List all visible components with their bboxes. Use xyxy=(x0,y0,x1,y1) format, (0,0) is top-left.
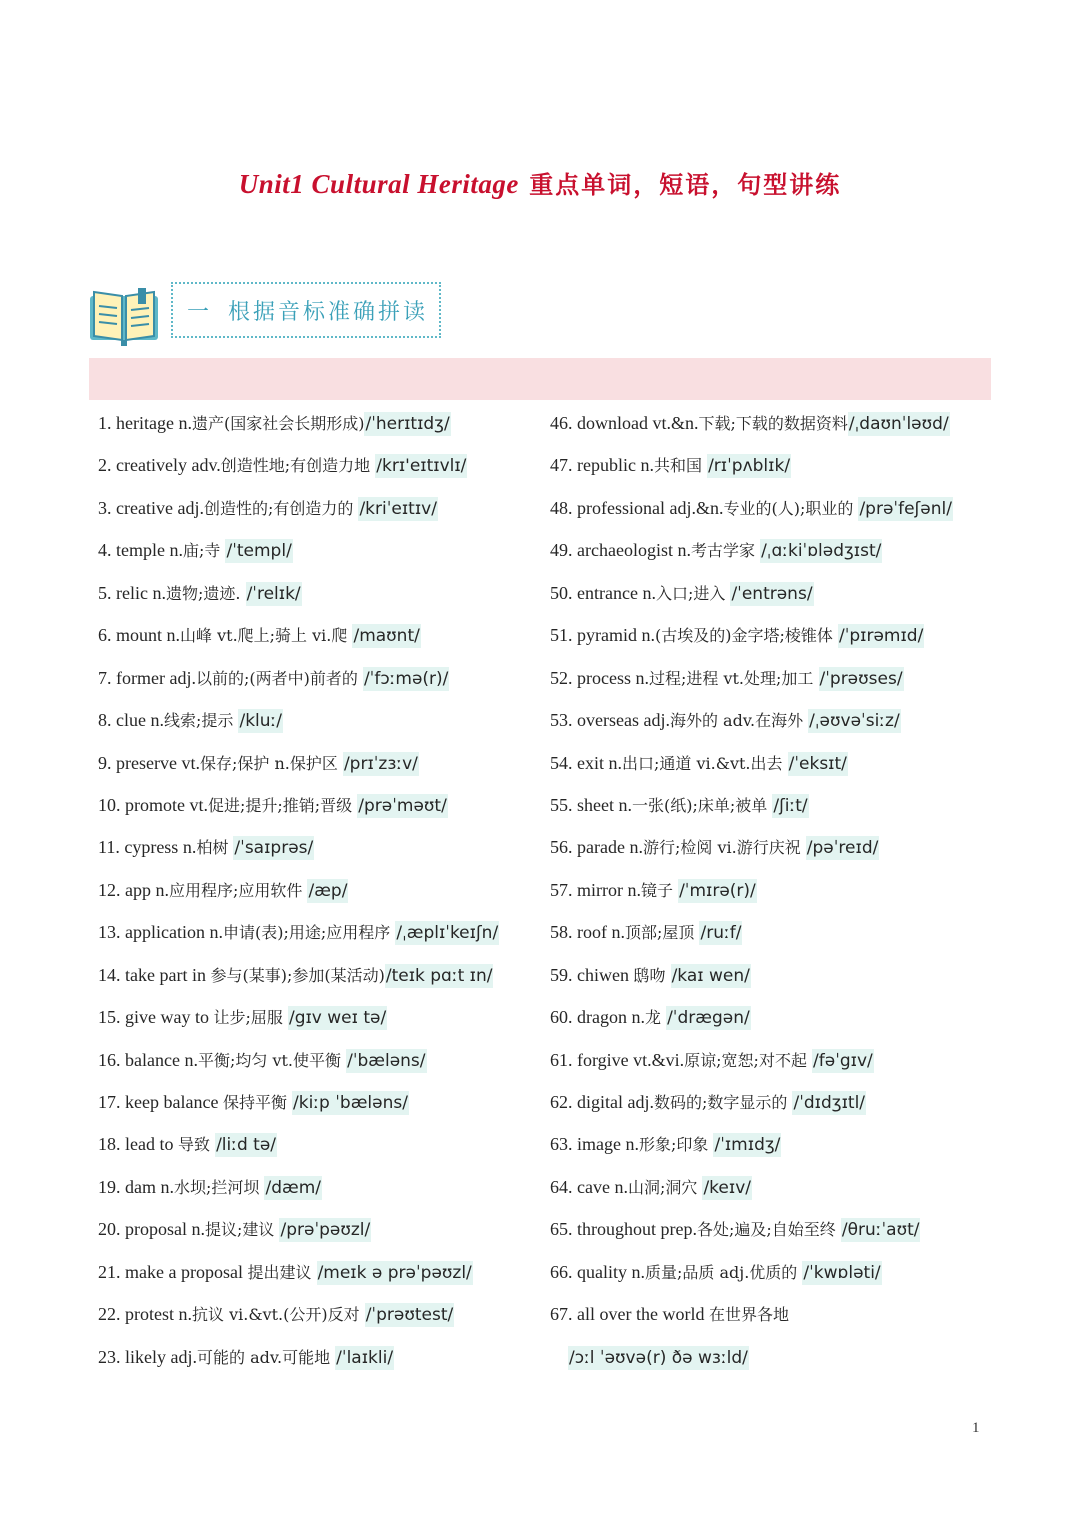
vocab-item xyxy=(98,996,538,1038)
vocab-item xyxy=(550,869,990,911)
vocab-phonetic: /ˈentrəns/ xyxy=(731,583,813,604)
vocab-word: 49. archaeologist n. xyxy=(550,540,691,561)
vocab-item xyxy=(550,572,990,614)
vocab-word: 16. balance n. xyxy=(98,1049,198,1070)
vocab-meaning: 过程;进程 vt.处理;加工 xyxy=(648,668,819,688)
vocab-word: 18. lead to xyxy=(98,1134,178,1155)
vocab-word: 21. make a proposal xyxy=(98,1261,248,1282)
vocab-meaning: 保存;保护 n.保护区 xyxy=(199,753,343,773)
vocab-word: 14. take part in xyxy=(98,964,211,985)
vocab-item xyxy=(550,954,990,996)
vocab-item xyxy=(98,614,538,656)
vocab-meaning: 可能的 adv.可能地 xyxy=(196,1347,336,1367)
vocab-word: 56. parade n. xyxy=(550,837,643,858)
vocab-item xyxy=(98,1251,538,1293)
vocab-word: 5. relic n. xyxy=(98,582,166,603)
vocab-word: 15. give way to xyxy=(98,1007,214,1028)
vocab-item xyxy=(550,444,990,486)
vocab-meaning: 线索;提示 xyxy=(163,711,239,731)
vocab-phonetic: /ˈsaɪprəs/ xyxy=(234,838,314,859)
vocab-word: 2. creatively adv. xyxy=(98,455,221,476)
vocab-word: 61. forgive vt.&vi. xyxy=(550,1049,685,1070)
vocab-phonetic: /kriˈeɪtɪv/ xyxy=(359,498,437,519)
vocab-word: 50. entrance n. xyxy=(550,582,656,603)
vocab-word: 67. all over the world xyxy=(550,1304,709,1325)
vocab-meaning: 出口;通道 vi.&vt.出去 xyxy=(622,753,788,773)
vocab-phonetic: /ˈdɪdʒɪtl/ xyxy=(793,1093,866,1113)
vocab-meaning: 庙;寺 xyxy=(182,541,226,561)
vocab-word: 53. overseas adj. xyxy=(550,710,670,731)
vocab-item xyxy=(98,1166,538,1208)
vocab-word: 51. pyramid n. xyxy=(550,625,655,646)
vocab-phonetic: /ˈmɪrə(r)/ xyxy=(679,880,756,901)
vocab-meaning: 专业的(人);职业的 xyxy=(723,498,859,518)
vocab-meaning: 鸱吻 xyxy=(633,965,671,985)
vocab-phonetic: /liːd tə/ xyxy=(216,1135,277,1156)
vocab-item xyxy=(98,784,538,826)
vocab-word: 62. digital adj. xyxy=(550,1092,654,1112)
vocab-item xyxy=(98,742,538,784)
vocab-item xyxy=(550,699,990,741)
vocab-item xyxy=(550,614,990,656)
page-number: 1 xyxy=(972,1420,980,1436)
vocab-item-continuation xyxy=(550,1336,990,1378)
vocab-meaning: 遗物;遗迹. xyxy=(165,583,246,603)
vocab-meaning: 提议;建议 xyxy=(205,1220,280,1240)
vocab-phonetic: /ˈlaɪkli/ xyxy=(336,1347,394,1368)
vocab-column-left xyxy=(98,402,538,1378)
vocab-meaning: 参与(某事);参加(某活动) xyxy=(210,965,385,985)
vocab-meaning: (古埃及的)金字塔;棱锥体 xyxy=(655,626,838,646)
title-chinese: 重点单词，短语，句型讲练 xyxy=(518,170,842,199)
vocab-word: 54. exit n. xyxy=(550,752,622,773)
vocab-word: 9. preserve vt. xyxy=(98,752,200,773)
vocab-meaning: 形象;印象 xyxy=(638,1135,714,1155)
vocab-meaning: 各处;遍及;自始至终 xyxy=(696,1220,841,1240)
vocab-meaning: 遗产(国家社会长期形成) xyxy=(191,414,365,433)
vocab-meaning: 应用程序;应用软件 xyxy=(169,880,308,900)
vocab-phonetic: /ˈherɪtɪdʒ/ xyxy=(365,414,450,434)
vocab-word: 57. mirror n. xyxy=(550,879,641,900)
vocab-word: 12. app n. xyxy=(98,879,169,900)
vocab-word: 3. creative adj. xyxy=(98,497,204,518)
vocab-meaning: 数码的;数字显示的 xyxy=(653,1093,793,1112)
vocab-phonetic: /prəˈfeʃənl/ xyxy=(859,498,952,519)
vocab-word: 8. clue n. xyxy=(98,710,164,731)
vocab-meaning: 平衡;均匀 vt.使平衡 xyxy=(197,1050,347,1070)
section-label: 根据音标准确拼读 xyxy=(228,299,429,325)
vocab-phonetic: /ˈprəʊses/ xyxy=(819,668,903,689)
vocab-meaning: 原谅;宽恕;对不起 xyxy=(684,1050,813,1070)
vocab-word: 4. temple n. xyxy=(98,540,183,561)
vocab-word: 19. dam n. xyxy=(98,1176,174,1197)
vocab-meaning: 申请(表);用途;应用程序 xyxy=(222,923,396,943)
vocab-word: 65. throughout prep. xyxy=(550,1219,697,1240)
vocab-phonetic: /ɔːl ˈəʊvə(r) ðə wɜːld/ xyxy=(569,1347,748,1368)
vocab-item xyxy=(98,1336,538,1378)
vocab-word: 23. likely adj. xyxy=(98,1346,197,1367)
vocab-phonetic: /meɪk ə prəˈpəʊzl/ xyxy=(317,1262,472,1283)
vocab-word: 52. process n. xyxy=(550,667,649,688)
vocab-meaning: 让步;屈服 xyxy=(213,1008,288,1028)
vocab-phonetic: /kluː/ xyxy=(239,711,282,732)
vocab-word: 63. image n. xyxy=(550,1134,639,1155)
vocab-phonetic: /kaɪ wen/ xyxy=(671,965,750,986)
vocab-item xyxy=(550,1039,990,1081)
vocab-phonetic: /ˈpɪrəmɪd/ xyxy=(838,626,924,647)
section-band xyxy=(89,358,991,400)
vocab-meaning: 促进;提升;推销;晋级 xyxy=(208,795,358,815)
vocab-word: 60. dragon n. xyxy=(550,1007,645,1028)
vocab-meaning: 抗议 vi.&vt.(公开)反对 xyxy=(192,1305,365,1325)
vocab-meaning: 龙 xyxy=(644,1008,667,1028)
vocab-meaning: 下载;下载的数据资料 xyxy=(698,414,848,433)
vocab-phonetic: /ʃiːt/ xyxy=(773,795,808,816)
vocab-item xyxy=(550,1251,990,1293)
vocab-phonetic: /ˌɑːkiˈɒlədʒɪst/ xyxy=(761,541,882,562)
vocab-item xyxy=(550,1081,990,1123)
vocab-item xyxy=(98,572,538,614)
vocab-meaning: 水坝;拦河坝 xyxy=(174,1177,265,1197)
vocab-word: 47. republic n. xyxy=(550,455,654,476)
vocab-word: 17. keep balance xyxy=(98,1092,223,1112)
vocab-phonetic: /prɪˈzɜːv/ xyxy=(343,753,418,774)
vocab-item xyxy=(550,1293,990,1335)
vocab-item xyxy=(98,1081,538,1123)
vocab-phonetic: /prəˈməʊt/ xyxy=(358,795,447,816)
vocab-phonetic: /ˈɪmɪdʒ/ xyxy=(714,1135,781,1156)
vocab-item xyxy=(98,657,538,699)
vocab-phonetic: /dæm/ xyxy=(265,1177,321,1198)
vocab-item xyxy=(550,487,990,529)
vocab-phonetic: /rɪˈpʌblɪk/ xyxy=(708,456,791,477)
vocab-phonetic: /ˈrelɪk/ xyxy=(246,583,301,604)
vocab-item xyxy=(98,869,538,911)
vocab-meaning: 镜子 xyxy=(640,880,679,900)
vocab-phonetic: /ˌdaʊnˈləʊd/ xyxy=(848,414,949,434)
vocab-meaning: 游行;检阅 vi.游行庆祝 xyxy=(642,838,806,858)
vocab-item xyxy=(98,1123,538,1165)
vocab-item xyxy=(98,529,538,571)
vocab-word: 46. download vt.&n. xyxy=(550,413,699,433)
vocab-word: 10. promote vt. xyxy=(98,794,208,815)
vocab-phonetic: /gɪv weɪ tə/ xyxy=(288,1008,387,1029)
title-english: Unit1 Cultural Heritage xyxy=(238,169,519,199)
vocab-word: 55. sheet n. xyxy=(550,794,632,815)
vocab-phonetic: /maʊnt/ xyxy=(353,626,420,647)
vocab-word: 22. protest n. xyxy=(98,1304,192,1325)
vocab-phonetic: /θruːˈaʊt/ xyxy=(841,1220,920,1241)
vocab-item xyxy=(98,487,538,529)
section-heading xyxy=(171,282,441,338)
vocab-meaning: 创造性的;有创造力的 xyxy=(203,498,359,518)
vocab-phonetic: /keɪv/ xyxy=(703,1177,751,1198)
vocab-phonetic: /ruːf/ xyxy=(700,923,742,944)
vocab-item xyxy=(98,911,538,953)
vocab-phonetic: /prəˈpəʊzl/ xyxy=(280,1220,371,1241)
vocab-phonetic: /ˈdrægən/ xyxy=(667,1008,750,1029)
vocab-item xyxy=(550,657,990,699)
vocab-phonetic: /æp/ xyxy=(308,880,348,901)
vocab-phonetic: /fəˈgɪv/ xyxy=(813,1050,873,1071)
vocab-item xyxy=(550,742,990,784)
vocab-phonetic: /ˌæplɪˈkeɪʃn/ xyxy=(396,923,499,944)
vocab-word: 64. cave n. xyxy=(550,1176,628,1197)
vocab-phonetic: /teɪk pɑːt ɪn/ xyxy=(385,965,493,986)
vocab-item xyxy=(98,954,538,996)
vocab-item xyxy=(98,699,538,741)
vocab-word: 1. heritage n. xyxy=(98,413,192,433)
vocab-word: 59. chiwen xyxy=(550,964,634,985)
vocab-phonetic: /ˈeksɪt/ xyxy=(788,753,847,774)
vocab-meaning: 质量;品质 adj.优质的 xyxy=(645,1262,803,1282)
vocab-word: 6. mount n. xyxy=(98,625,181,646)
vocab-item xyxy=(98,1039,538,1081)
vocab-phonetic: /ˌəʊvəˈsiːz/ xyxy=(809,711,900,732)
book-icon xyxy=(88,286,160,348)
vocab-phonetic: /krɪ'eɪtɪvlɪ/ xyxy=(376,456,467,477)
vocab-item xyxy=(550,402,990,444)
vocab-word: 58. roof n. xyxy=(550,922,625,943)
vocab-item xyxy=(550,1123,990,1165)
vocab-item xyxy=(550,911,990,953)
vocab-word: 66. quality n. xyxy=(550,1261,645,1282)
vocab-item xyxy=(550,826,990,868)
vocab-word: 7. former adj. xyxy=(98,667,196,688)
vocab-meaning: 考古学家 xyxy=(690,541,761,561)
vocab-meaning: 柏树 xyxy=(196,838,234,858)
vocab-phonetic: /ˈfɔːmə(r)/ xyxy=(363,668,449,689)
vocab-meaning: 入口;进入 xyxy=(655,583,731,603)
vocab-phonetic: /kiːp ˈbæləns/ xyxy=(293,1093,408,1113)
vocab-meaning: 共和国 xyxy=(653,456,708,476)
vocab-item xyxy=(550,1166,990,1208)
vocab-item xyxy=(550,996,990,1038)
vocab-item xyxy=(550,784,990,826)
vocab-meaning: 在世界各地 xyxy=(708,1305,789,1325)
vocab-word: 20. proposal n. xyxy=(98,1219,205,1240)
section-number: 一 xyxy=(187,299,213,325)
vocab-word: 11. cypress n. xyxy=(98,837,197,858)
vocab-item xyxy=(98,402,538,444)
vocab-meaning: 山峰 vt.爬上;骑上 vi.爬 xyxy=(180,626,353,646)
vocab-meaning: 创造性地;有创造力地 xyxy=(220,456,376,476)
vocab-meaning: 提出建议 xyxy=(247,1262,317,1282)
vocab-meaning: 一张(纸);床单;被单 xyxy=(631,795,773,815)
vocab-item xyxy=(98,1293,538,1335)
vocab-item xyxy=(98,1208,538,1250)
vocab-phonetic: /ˈprəʊtest/ xyxy=(365,1305,454,1326)
vocab-meaning: 海外的 adv.在海外 xyxy=(669,711,809,731)
vocab-meaning: 导致 xyxy=(177,1135,216,1155)
vocab-phonetic: /pəˈreɪd/ xyxy=(806,838,879,859)
vocab-phonetic: /ˈbæləns/ xyxy=(347,1050,426,1071)
vocab-item xyxy=(98,826,538,868)
vocab-meaning: 以前的;(两者中)前者的 xyxy=(195,668,363,688)
vocab-item xyxy=(550,1208,990,1250)
vocab-item xyxy=(550,529,990,571)
vocab-phonetic: /ˈtempl/ xyxy=(226,541,292,562)
vocab-meaning: 保持平衡 xyxy=(222,1093,293,1112)
page-title xyxy=(0,165,1080,200)
vocab-word: 13. application n. xyxy=(98,922,223,943)
vocab-word: 48. professional adj.&n. xyxy=(550,497,724,518)
vocab-item xyxy=(98,444,538,486)
vocab-meaning: 顶部;屋顶 xyxy=(625,923,700,943)
vocab-phonetic: /ˈkwɒləti/ xyxy=(803,1262,881,1283)
vocab-meaning: 山洞;洞穴 xyxy=(627,1177,703,1197)
vocab-column-right xyxy=(550,402,990,1378)
